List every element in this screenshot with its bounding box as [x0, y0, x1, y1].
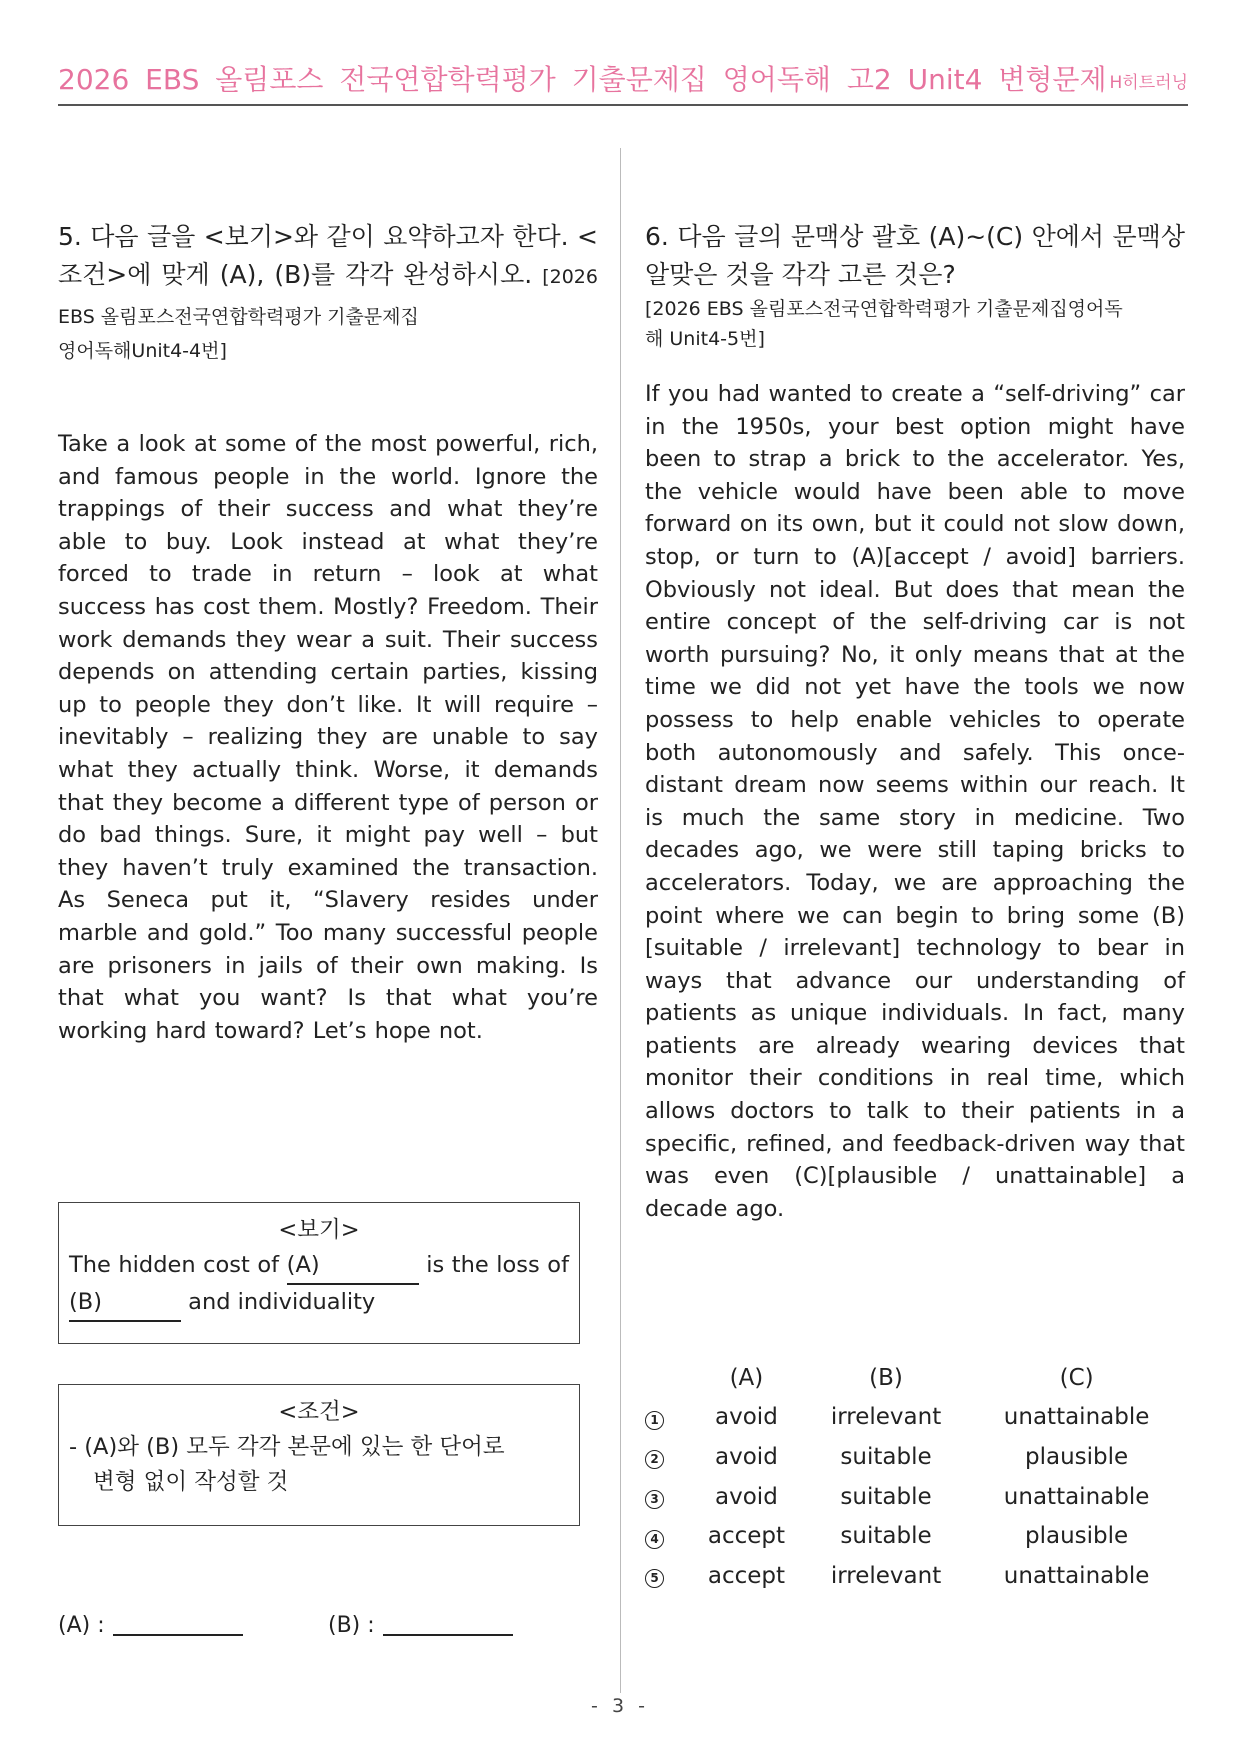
choice-b: suitable [840, 1443, 932, 1470]
conditions-title: <조건> [278, 1399, 360, 1425]
choices-header-blank [645, 1358, 689, 1398]
question-6-source-1: [2026 EBS 올림포스전국연합학력평가 기출문제집영어독 [645, 298, 1123, 320]
bogi-blank-a-label: (A) [286, 1252, 320, 1278]
question-6-source-2: 해 Unit4-5번] [645, 328, 765, 350]
column-c-header: (C) [1059, 1364, 1094, 1391]
bogi-blank-a [287, 1248, 419, 1285]
conditions-line-2: 변형 없이 작성할 것 [93, 1469, 289, 1495]
choice-row[interactable] [645, 1437, 1185, 1477]
question-5-source-1: [2026 EBS 올림포스전국연합학력평가 기출문제집 [58, 266, 598, 328]
page-number: - 3 - [591, 1695, 649, 1717]
choice-a: accept [707, 1562, 785, 1589]
question-5-passage: Take a look at some of the most powerful, rich, and famous people in the world. Ignore the trappings of their success and what they’re able to buy. Look instead at what they’re forced to trade in return – look at what success has cost them. Mostly? Freedom. Their work demands they wear a suit. Their success depends on attending certain parties, kissing up to people they don’t like. It will require – inevitably – realizing they are unable to say what they actually think. Worse, it demands that they become a different type of person or do bad things. Sure, it might pay well – but they haven’t truly examined the transaction. As Seneca put it, “Slavery resides under marble and gold.” Too many successful people are prisoners in jails of their own making. Is that what you want? Is that what you’re working hard toward? Let’s hope not. [58, 431, 598, 1044]
page-header [58, 52, 1188, 106]
choice-c: plausible [1025, 1443, 1129, 1470]
bogi-blank-b [69, 1285, 181, 1322]
answer-a-line[interactable] [113, 1634, 243, 1636]
column-a-header: (A) [729, 1364, 764, 1391]
column-b-header: (B) [869, 1364, 903, 1391]
choice-row[interactable] [645, 1516, 1185, 1556]
choice-b: suitable [840, 1483, 932, 1510]
answer-b-label: (B) : [328, 1613, 375, 1638]
choice-number[interactable] [645, 1437, 689, 1477]
choice-1-marker[interactable]: 1 [645, 1411, 664, 1430]
choices-header-row [645, 1358, 1185, 1398]
question-5 [58, 218, 598, 1047]
choice-a: avoid [715, 1443, 778, 1470]
choice-b: irrelevant [830, 1562, 942, 1589]
question-5-title [58, 218, 598, 336]
bogi-blank-b-label: (B) [69, 1289, 102, 1315]
answer-a-label: (A) : [58, 1613, 105, 1638]
choice-2-marker[interactable]: 2 [645, 1450, 664, 1469]
answer-a[interactable] [58, 1613, 243, 1638]
answer-choices-table [645, 1358, 1185, 1596]
choice-c: unattainable [1003, 1404, 1150, 1431]
question-6 [645, 218, 1185, 1225]
answer-b[interactable] [328, 1613, 513, 1638]
choice-number[interactable] [645, 1516, 689, 1556]
choice-b: suitable [840, 1523, 932, 1550]
choice-c: unattainable [1003, 1483, 1150, 1510]
choice-row[interactable] [645, 1398, 1185, 1438]
bogi-summary [69, 1248, 569, 1322]
bogi-box [58, 1202, 580, 1344]
choice-c: plausible [1025, 1523, 1129, 1550]
choice-c: unattainable [1003, 1562, 1150, 1589]
brand-logo-text: H히트러닝 [1109, 73, 1188, 93]
choice-a: avoid [715, 1404, 778, 1431]
choice-number[interactable] [645, 1477, 689, 1517]
choice-b: irrelevant [830, 1404, 942, 1431]
header-title: 2026 EBS 올림포스 전국연합학력평가 기출문제집 영어독해 고2 Unit4 변형문제 [58, 63, 1107, 96]
question-5-source-2: 영어독해Unit4-4번] [58, 340, 227, 362]
choice-a: accept [707, 1523, 785, 1550]
choice-5-marker[interactable]: 5 [645, 1569, 664, 1588]
question-6-prompt: 6. 다음 글의 문맥상 괄호 (A)~(C) 안에서 문맥상 알맞은 것을 각각 고른 것은? [645, 222, 1185, 289]
bogi-text-1: The hidden cost of [69, 1252, 280, 1278]
choice-number[interactable] [645, 1398, 689, 1438]
choice-row[interactable] [645, 1556, 1185, 1596]
answer-b-line[interactable] [383, 1634, 513, 1636]
bogi-title: <보기> [278, 1217, 360, 1243]
conditions-line-1: - (A)와 (B) 모두 각각 본문에 있는 한 단어로 [69, 1434, 505, 1460]
choice-row[interactable] [645, 1477, 1185, 1517]
column-divider [620, 148, 621, 1693]
choice-a: avoid [715, 1483, 778, 1510]
choice-3-marker[interactable]: 3 [645, 1490, 664, 1509]
choice-4-marker[interactable]: 4 [645, 1530, 664, 1549]
conditions-box [58, 1384, 580, 1526]
bogi-text-2: is the loss of [426, 1252, 569, 1278]
question-6-passage: If you had wanted to create a “self-driving” car in the 1950s, your best option might have been to strap a brick to the accelerator. Yes, the vehicle would have been able to move forward on its own, but it could not slow down, stop, or turn to (A)[accept / avoid] barriers. Obviously not ideal. But does that mean the entire concept of the self-driving car is not worth pursuing? No, it only means that at the time we did not yet have the tools we now possess to help enable vehicles to operate both autonomously and safely. This once-distant dream now seems within our reach. It is much the same story in medicine. Two decades ago, we were still taping bricks to accelerators. Today, we are approaching the point where we can begin to bring some (B)[suitable / irrelevant] technology to bear in ways that advance our understanding of patients as unique individuals. In fact, many patients are already wearing devices that monitor their conditions in real time, which allows doctors to talk to their patients in a specific, refined, and feedback-driven way that was even (C)[plausible / unattainable] a decade ago. [645, 381, 1185, 1222]
question-5-prompt: 5. 다음 글을 <보기>와 같이 요약하고자 한다. <조건>에 맞게 (A), (B)를 각각 완성하시오. [58, 222, 598, 289]
bogi-text-3: and individuality [188, 1289, 376, 1315]
choice-number[interactable] [645, 1556, 689, 1596]
